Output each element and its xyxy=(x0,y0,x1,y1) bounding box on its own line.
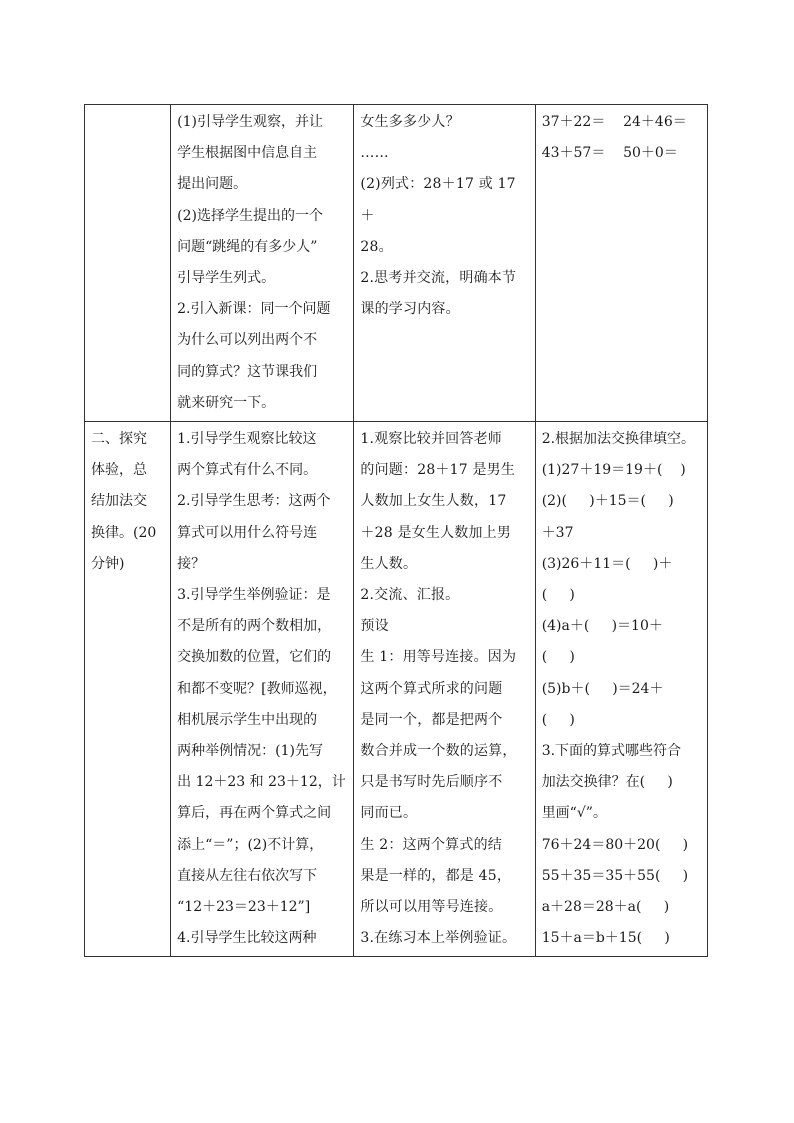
text-line: 生人数。 xyxy=(360,555,418,572)
stage-cell xyxy=(85,105,171,422)
exercise-cell xyxy=(535,422,707,957)
text-line: 提出问题。 xyxy=(177,176,248,193)
text-line: 28。 xyxy=(360,238,393,255)
exercise-cell xyxy=(535,105,707,422)
text-line: (2)选择学生提出的一个 xyxy=(177,207,323,224)
text-line: 2.交流、汇报。 xyxy=(360,587,460,604)
text-line: “12＋23＝23＋12”] xyxy=(177,899,311,916)
text-line: 为什么可以列出两个不 xyxy=(177,332,318,349)
text-line: 37＋22＝ 24＋46＝ xyxy=(541,114,687,130)
text-line: 里画“√”。 xyxy=(541,805,607,822)
text-line: 2.根据加法交换律填空。 xyxy=(541,431,696,448)
text-line: 结加法交 xyxy=(91,493,147,510)
text-line: 两个算式有什么不同。 xyxy=(177,462,318,479)
text-line: 和都不变呢？[教师巡视， xyxy=(177,680,337,697)
text-line: (2)列式：28＋17 或 17＋ xyxy=(360,176,516,224)
text-line: 15＋a＝b＋15( ) xyxy=(541,930,670,947)
text-line: 果是一样的，都是 45， xyxy=(360,867,512,884)
teacher-activity-cell xyxy=(171,422,354,957)
text-line: 1.引导学生观察比较这 xyxy=(177,431,317,448)
text-line: 55＋35＝35＋55( ) xyxy=(541,867,689,884)
text-line: 是同一个，都是把两个 xyxy=(360,711,503,728)
stage-cell xyxy=(85,422,171,957)
text-line: 问题“跳绳的有多少人” xyxy=(177,238,318,255)
text-line: 加法交换律？在( ) xyxy=(541,774,673,791)
text-line: 女生多多少人？ xyxy=(360,114,460,130)
text-line: 不是所有的两个数相加， xyxy=(177,618,332,635)
text-line: 只是书写时先后顺序不 xyxy=(360,774,503,791)
text-line: (5)b＋( )＝24＋ xyxy=(541,680,664,697)
text-line: a＋28＝28＋a( ) xyxy=(541,899,670,916)
text-line: 这两个算式所求的问题 xyxy=(360,680,503,697)
text-line: (3)26＋11＝( )＋ xyxy=(541,555,673,572)
lesson-plan-table xyxy=(84,104,708,957)
text-line: 分钟) xyxy=(91,555,125,572)
text-line: 同的算式？这节课我们 xyxy=(177,363,318,380)
text-line: (2)( )＋15＝( ) xyxy=(541,493,674,510)
text-line: 同而已。 xyxy=(360,805,418,822)
teacher-activity-cell xyxy=(171,105,354,422)
text-line: 生 2：这两个算式的结 xyxy=(360,836,502,853)
student-activity-cell xyxy=(354,105,535,422)
text-line: 换律。(20 xyxy=(91,524,157,541)
text-line: 数合并成一个数的运算， xyxy=(360,743,517,760)
text-line: 体验，总 xyxy=(91,462,147,479)
text-line: ( ) xyxy=(541,649,575,666)
text-line: 2.引入新课：同一个问题 xyxy=(177,301,331,318)
text-line: 2.引导学生思考：这两个 xyxy=(177,493,331,510)
text-line: ＋37 xyxy=(541,524,574,541)
text-line: ＋28 是女生人数加上男 xyxy=(360,524,512,541)
text-line: 添上“＝”；(2)不计算， xyxy=(177,836,324,853)
text-line: 学生根据图中信息自主 xyxy=(177,145,318,162)
student-activity-cell xyxy=(354,422,535,957)
table-row xyxy=(85,105,708,422)
text-line: 交换加数的位置，它们的 xyxy=(177,649,332,666)
text-line: ( ) xyxy=(541,711,575,728)
text-line: 3.在练习本上举例验证。 xyxy=(360,930,517,947)
text-line: 引导学生列式。 xyxy=(177,270,276,287)
text-line: 算式可以用什么符号连 xyxy=(177,524,318,541)
text-line: 二、探究 xyxy=(91,431,147,448)
text-line: 2.思考并交流，明确本节 xyxy=(360,270,517,287)
text-line: 直接从左往右依次写下 xyxy=(177,867,318,884)
text-line: 的问题：28＋17 是男生 xyxy=(360,462,516,479)
text-line: 相机展示学生中出现的 xyxy=(177,711,318,728)
text-line: 出 12＋23 和 23＋12，计 xyxy=(177,774,346,791)
text-line: 算后，再在两个算式之间 xyxy=(177,805,332,822)
text-line: (1)引导学生观察，并让 xyxy=(177,114,323,130)
text-line: 课的学习内容。 xyxy=(360,301,460,318)
table-row xyxy=(85,422,708,957)
text-line: 76＋24＝80＋20( ) xyxy=(541,836,689,853)
text-line: (4)a＋( )＝10＋ xyxy=(541,618,663,635)
text-line: 接？ xyxy=(177,555,206,572)
text-line: 3.引导学生举例验证：是 xyxy=(177,587,331,604)
text-line: 两种举例情况：(1)先写 xyxy=(177,743,323,760)
text-line: 就来研究一下。 xyxy=(177,394,276,411)
text-line: 3.下面的算式哪些符合 xyxy=(541,743,682,760)
text-line: 所以可以用等号连接。 xyxy=(360,899,503,916)
text-line: 生 1：用等号连接。因为 xyxy=(360,649,517,666)
text-line: 人数加上女生人数，17 xyxy=(360,493,507,510)
text-line: ( ) xyxy=(541,587,575,604)
text-line: 43＋57＝ 50＋0＝ xyxy=(541,145,678,162)
text-line: 4.引导学生比较这两种 xyxy=(177,930,317,947)
text-line: …… xyxy=(360,145,389,162)
text-line: (1)27＋19＝19＋( ) xyxy=(541,462,686,479)
text-line: 1.观察比较并回答老师 xyxy=(360,431,502,448)
text-line: 预设 xyxy=(360,618,389,635)
